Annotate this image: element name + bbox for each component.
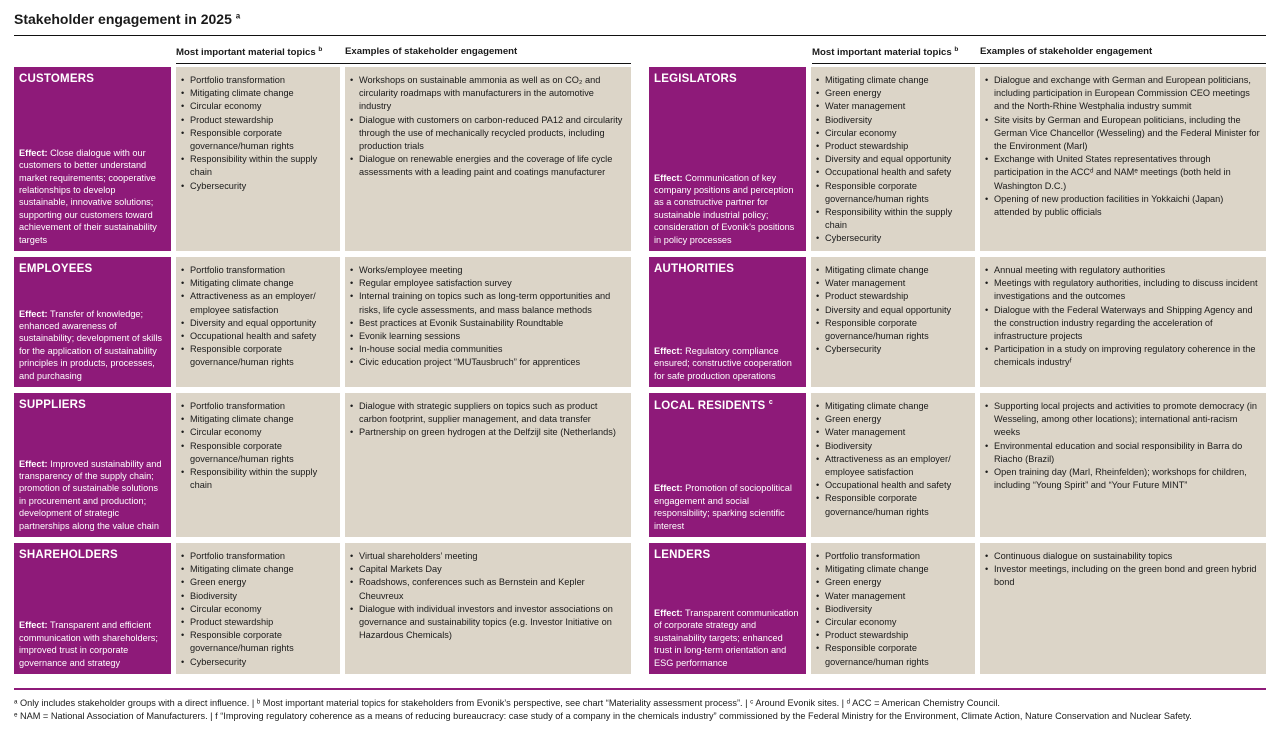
example-item: • Investor meetings, including on the green bond and green hybrid bond: [985, 563, 1260, 589]
effect-label: Effect:: [654, 345, 683, 356]
topic-item: • Circular economy: [181, 603, 334, 616]
effect-label: Effect:: [654, 607, 683, 618]
group-name-text: LOCAL RESIDENTS: [654, 399, 766, 412]
effect-text: [19, 308, 167, 382]
example-item: • Supporting local projects and activities to promote democracy (in Wesseling, among other locations); international anti-racism weeks: [985, 400, 1260, 440]
example-item-list: [350, 400, 625, 440]
header-rule-left: [176, 63, 631, 64]
example-item: • Dialogue with individual investors and investor associations on governance and sustainability topics (e.g. Investor Initiative on Hazardous Chemicals): [350, 603, 625, 643]
topic-item: • Cybersecurity: [181, 180, 334, 193]
footnote-line-2: ᵉ NAM = National Association of Manufacturers. | f “Improving regulatory coherence as a means of reducing bureaucracy: case study of a company in the chemicals industry” commissioned by the Federal Ministry for the Environment, Climate Action, Nature Conservation and Nuclear Safety.: [14, 710, 1192, 721]
group-cell-customers: [14, 67, 171, 251]
topic-item: • Biodiversity: [816, 440, 969, 453]
topics-cell-customers: [176, 67, 340, 251]
group-cell-legislators: [649, 67, 806, 251]
group-name: [19, 263, 166, 275]
effect-description: Communication of key company positions and perception as a constructive partner for sustainable industrial policy; consideration of Evonik’s positions in policy processes: [654, 172, 795, 245]
topic-item: • Mitigating climate change: [816, 400, 969, 413]
group-name: [654, 263, 801, 275]
topic-item: • Responsible corporate governance/human rights: [181, 440, 334, 466]
topic-item: • Product stewardship: [181, 616, 334, 629]
effect-description: Transparent communication of corporate strategy and sustainability targets; enhanced trust in long-term orientation and ESG performance: [654, 607, 799, 668]
header-topics-right: Most important material topics $^b$: [812, 46, 959, 59]
examples-cell-shareholders: [345, 543, 631, 674]
topic-item: • Portfolio transformation: [181, 550, 334, 563]
example-item: • Dialogue and exchange with German and European politicians, including participation in European Commission CEO meetings and the North-Rhine Westphalia industry summit: [985, 74, 1260, 114]
effect-text: [654, 482, 802, 532]
topic-item: • Responsible corporate governance/human rights: [816, 180, 969, 206]
topic-item: • Green energy: [816, 413, 969, 426]
example-item: • Virtual shareholders’ meeting: [350, 550, 625, 563]
examples-cell-local-residents: [980, 393, 1266, 537]
topic-item: • Mitigating climate change: [181, 563, 334, 576]
effect-description: Transparent and efficient communication with shareholders; improved trust in corporate governance and strategy: [19, 620, 158, 668]
topic-item-list: [816, 264, 969, 356]
topic-item: • Biodiversity: [816, 114, 969, 127]
group-cell-authorities: [649, 257, 806, 387]
topics-cell-legislators: [811, 67, 975, 251]
example-item-list: [985, 264, 1260, 370]
effect-label: Effect:: [19, 458, 48, 469]
example-item: • Opening of new production facilities in Yokkaichi (Japan) attended by public officials: [985, 193, 1260, 219]
topic-item: • Circular economy: [181, 100, 334, 113]
effect-description: Close dialogue with our customers to better understand market requirements; cooperative relationships to develop sustainable, innovative solutions; supporting our customers toward achievement of their sustainability targets: [19, 147, 157, 245]
topic-item: • Responsible corporate governance/human rights: [181, 343, 334, 369]
topic-item: • Mitigating climate change: [181, 277, 334, 290]
effect-description: Regulatory compliance ensured; constructive cooperation for safe production operations: [654, 345, 792, 381]
example-item: • Site visits by German and European politicians, including the German Vice Chancellor (Wesseling) and the Federal Minister for the Environment (Marl): [985, 114, 1260, 154]
example-item: • Internal training on topics such as long-term opportunities and risks, life cycle assessments, and mass balance methods: [350, 290, 625, 316]
topic-item-list: [816, 400, 969, 519]
example-item: • Workshops on sustainable ammonia as well as on CO₂ and circularity roadmaps with manufacturers in the automotive industry: [350, 74, 625, 114]
example-item: • Works/employee meeting: [350, 264, 625, 277]
effect-description: Transfer of knowledge; enhanced awareness of sustainability; development of skills for the application of sustainability principles in products, processes, and purchasing: [19, 308, 162, 381]
topic-item: • Product stewardship: [816, 629, 969, 642]
topic-item: • Circular economy: [181, 426, 334, 439]
group-name-text: EMPLOYEES: [19, 263, 93, 275]
header-examples-left: Examples of stakeholder engagement: [345, 46, 518, 57]
examples-cell-authorities: [980, 257, 1266, 387]
topic-item-list: [816, 550, 969, 669]
example-item: • Dialogue with the Federal Waterways and Shipping Agency and the construction industry regarding the acceleration of infrastructure projects: [985, 304, 1260, 344]
example-item: • Continuous dialogue on sustainability topics: [985, 550, 1260, 563]
group-cell-employees: [14, 257, 171, 387]
group-name: [654, 73, 801, 85]
topic-item: • Mitigating climate change: [816, 563, 969, 576]
topic-item: • Portfolio transformation: [181, 400, 334, 413]
topic-item-list: [816, 74, 969, 246]
example-item-list: [350, 550, 625, 642]
topics-cell-shareholders: [176, 543, 340, 674]
group-cell-shareholders: [14, 543, 171, 674]
topic-item: • Biodiversity: [816, 603, 969, 616]
topic-item: • Water management: [816, 426, 969, 439]
topics-cell-authorities: [811, 257, 975, 387]
topic-item: • Occupational health and safety: [816, 166, 969, 179]
topic-item: • Cybersecurity: [181, 656, 334, 669]
topic-item: • Cybersecurity: [816, 232, 969, 245]
group-name-text: CUSTOMERS: [19, 73, 95, 85]
example-item: • Capital Markets Day: [350, 563, 625, 576]
topic-item: • Responsibility within the supply chain: [181, 153, 334, 179]
group-name: [654, 399, 801, 412]
topics-cell-local-residents: [811, 393, 975, 537]
topic-item: • Biodiversity: [181, 590, 334, 603]
example-item-list: [350, 264, 625, 370]
group-name: [19, 549, 166, 561]
effect-text: [654, 345, 802, 382]
effect-label: Effect:: [19, 620, 48, 631]
example-item: • Open training day (Marl, Rheinfelden); workshops for children, including “Young Spirit” and “Your Future MINT”: [985, 466, 1260, 492]
group-name: [654, 549, 801, 561]
example-item: • Best practices at Evonik Sustainability Roundtable: [350, 317, 625, 330]
example-item: • Annual meeting with regulatory authorities: [985, 264, 1260, 277]
example-item: • Regular employee satisfaction survey: [350, 277, 625, 290]
topic-item: • Product stewardship: [181, 114, 334, 127]
effect-label: Effect:: [19, 308, 48, 319]
effect-label: Effect:: [654, 483, 683, 494]
effect-text: [19, 147, 167, 246]
topic-item: • Circular economy: [816, 127, 969, 140]
topic-item-list: [181, 550, 334, 669]
topic-item: • Responsible corporate governance/human rights: [816, 317, 969, 343]
examples-cell-employees: [345, 257, 631, 387]
footnote-marker: c: [768, 399, 773, 406]
example-item: • Exchange with United States representatives through participation in the ACCᵈ and NAMᵉ meetings (both held in Washington D.C.): [985, 153, 1260, 193]
example-item: • Dialogue with strategic suppliers on topics such as product carbon footprint, supplier management, and data transfer: [350, 400, 625, 426]
top-rule: [14, 35, 1266, 36]
example-item: • Roadshows, conferences such as Bernstein and Kepler Cheuvreux: [350, 576, 625, 602]
topic-item: • Circular economy: [816, 616, 969, 629]
group-cell-local-residents: [649, 393, 806, 537]
group-name-text: SUPPLIERS: [19, 399, 86, 411]
topic-item: • Mitigating climate change: [816, 264, 969, 277]
topic-item: • Attractiveness as an employer/ employee satisfaction: [181, 290, 334, 316]
group-name-text: LEGISLATORS: [654, 73, 737, 85]
topic-item: • Responsible corporate governance/human rights: [816, 642, 969, 668]
topics-cell-employees: [176, 257, 340, 387]
example-item: • Civic education project “MUTausbruch” for apprentices: [350, 356, 625, 369]
topic-item-list: [181, 264, 334, 370]
topic-item: • Occupational health and safety: [181, 330, 334, 343]
effect-text: [19, 458, 167, 532]
example-item: • Dialogue on renewable energies and the coverage of life cycle assessments with a leading paint and coatings manufacturer: [350, 153, 625, 179]
topics-cell-lenders: [811, 543, 975, 674]
effect-label: Effect:: [19, 147, 48, 158]
group-name-text: AUTHORITIES: [654, 263, 735, 275]
topic-item: • Mitigating climate change: [181, 413, 334, 426]
topic-item-list: [181, 400, 334, 492]
topic-item-list: [181, 74, 334, 193]
effect-text: [654, 172, 802, 246]
example-item: • Partnership on green hydrogen at the Delfzijl site (Netherlands): [350, 426, 625, 439]
group-name-text: LENDERS: [654, 549, 711, 561]
examples-cell-lenders: [980, 543, 1266, 674]
topic-item: • Product stewardship: [816, 140, 969, 153]
topic-item: • Green energy: [816, 87, 969, 100]
topic-item: • Diversity and equal opportunity: [816, 304, 969, 317]
example-item: • Dialogue with customers on carbon-reduced PA12 and circularity through the use of mechanically recycled products, including production trials: [350, 114, 625, 154]
example-item: • Participation in a study on improving regulatory coherence in the chemicals industryᶠ: [985, 343, 1260, 369]
topic-item: • Mitigating climate change: [181, 87, 334, 100]
examples-cell-customers: [345, 67, 631, 251]
topic-item: • Attractiveness as an employer/ employee satisfaction: [816, 453, 969, 479]
effect-text: [654, 607, 802, 669]
topic-item: • Responsible corporate governance/human rights: [181, 127, 334, 153]
topic-item: • Responsible corporate governance/human rights: [816, 492, 969, 518]
topic-item: • Water management: [816, 100, 969, 113]
topic-item: • Green energy: [816, 576, 969, 589]
group-name-text: SHAREHOLDERS: [19, 549, 118, 561]
example-item: • Environmental education and social responsibility in Barra do Riacho (Brazil): [985, 440, 1260, 466]
group-cell-suppliers: [14, 393, 171, 537]
example-item: • In-house social media communities: [350, 343, 625, 356]
header-rule-right: [812, 63, 1266, 64]
effect-label: Effect:: [654, 172, 683, 183]
example-item-list: [985, 550, 1260, 590]
effect-description: Promotion of sociopolitical engagement and social responsibility; sparking scientific interest: [654, 483, 792, 531]
footer-rule: [14, 688, 1266, 690]
examples-cell-legislators: [980, 67, 1266, 251]
examples-cell-suppliers: [345, 393, 631, 537]
group-cell-lenders: [649, 543, 806, 674]
topic-item: • Product stewardship: [816, 290, 969, 303]
topic-item: • Portfolio transformation: [181, 74, 334, 87]
header-examples-right: Examples of stakeholder engagement: [980, 46, 1153, 57]
footnotes: [14, 697, 1270, 722]
topic-item: • Diversity and equal opportunity: [181, 317, 334, 330]
example-item-list: [350, 74, 625, 180]
footnote-line-1: ᵃ Only includes stakeholder groups with a direct influence. | ᵇ Most important material topics for stakeholders from Evonik’s perspective, see chart “Materiality assessment process”. | ᶜ Around Evonik sites. | ᵈ ACC = American Chemistry Council.: [14, 698, 1000, 708]
topic-item: • Portfolio transformation: [181, 264, 334, 277]
example-item: • Meetings with regulatory authorities, including to discuss incident investigations and the outcomes: [985, 277, 1260, 303]
topic-item: • Responsible corporate governance/human rights: [181, 629, 334, 655]
example-item-list: [985, 74, 1260, 219]
topic-item: • Occupational health and safety: [816, 479, 969, 492]
header-topics-left: Most important material topics $^b$: [176, 46, 323, 59]
example-item-list: [985, 400, 1260, 492]
topic-item: • Cybersecurity: [816, 343, 969, 356]
topic-item: • Green energy: [181, 576, 334, 589]
group-name: [19, 73, 166, 85]
effect-text: [19, 619, 167, 669]
group-name: [19, 399, 166, 411]
page-title: Stakeholder engagement in 2025 $^a$: [14, 11, 241, 27]
effect-description: Improved sustainability and transparency of the supply chain; promotion of sustainable solutions in procurement and production; development of strategic partnerships along the value chain: [19, 458, 162, 531]
topic-item: • Diversity and equal opportunity: [816, 153, 969, 166]
topic-item: • Portfolio transformation: [816, 550, 969, 563]
topic-item: • Water management: [816, 590, 969, 603]
topic-item: • Responsibility within the supply chain: [181, 466, 334, 492]
topics-cell-suppliers: [176, 393, 340, 537]
topic-item: • Water management: [816, 277, 969, 290]
topic-item: • Responsibility within the supply chain: [816, 206, 969, 232]
example-item: • Evonik learning sessions: [350, 330, 625, 343]
topic-item: • Mitigating climate change: [816, 74, 969, 87]
